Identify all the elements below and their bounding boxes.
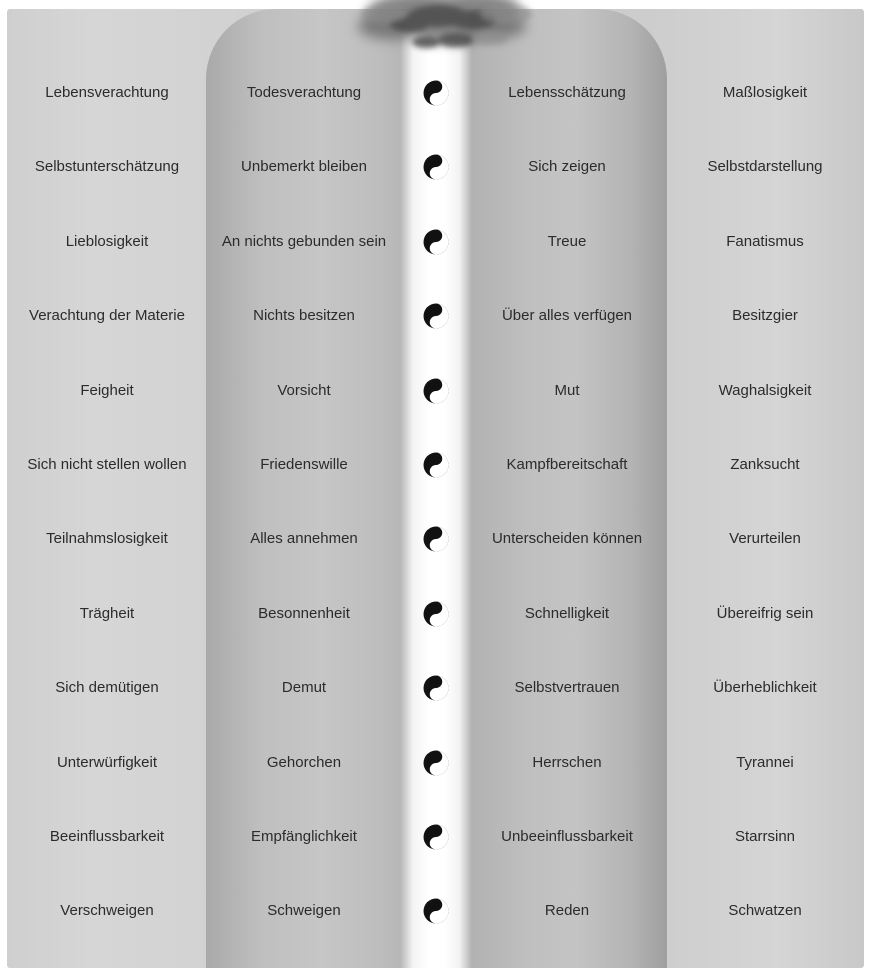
left-vice-cell: Verschweigen — [60, 902, 154, 920]
center-symbol-cell — [400, 824, 472, 850]
left-virtue-cell: Schweigen — [267, 902, 341, 920]
right-virtue-cell: Lebensschätzung — [508, 84, 626, 101]
yin-yang-icon — [423, 303, 449, 329]
right-vice-cell: Zanksucht — [730, 456, 800, 473]
right-vice-cell: Waghalsigkeit — [718, 381, 812, 399]
right-vice-cell: Fanatismus — [726, 232, 804, 250]
left-virtue-cell: Todesverachtung — [246, 84, 362, 101]
left-vice-cell: Selbstunterschätzung — [34, 158, 180, 176]
left-virtue-cell: Besonnenheit — [258, 604, 350, 622]
yin-yang-icon — [423, 898, 449, 924]
table-row — [0, 800, 871, 874]
right-virtue-cell: Reden — [544, 902, 590, 920]
right-vice-cell: Selbstdarstellung — [707, 158, 823, 176]
table-row — [0, 279, 871, 353]
center-symbol-cell — [400, 303, 472, 329]
left-virtue-cell: An nichts gebunden sein — [221, 232, 387, 250]
left-vice-cell: Lieblosigkeit — [65, 232, 149, 250]
table-row — [0, 874, 871, 948]
yin-yang-icon — [423, 378, 449, 404]
yin-yang-icon — [423, 824, 449, 850]
table-row — [0, 130, 871, 204]
left-vice-cell: Beeinflussbarkeit — [49, 828, 165, 845]
table-row — [0, 428, 871, 502]
table-row — [0, 354, 871, 428]
yin-yang-icon — [423, 750, 449, 776]
left-virtue-cell: Empfänglichkeit — [251, 828, 357, 845]
yin-yang-icon — [423, 452, 449, 478]
yin-yang-icon — [423, 526, 449, 552]
left-vice-cell: Unterwürfigkeit — [56, 753, 158, 771]
table-row — [0, 651, 871, 725]
right-vice-cell: Schwatzen — [728, 902, 802, 920]
left-virtue-cell: Friedenswille — [260, 456, 348, 473]
yin-yang-icon — [423, 601, 449, 627]
center-symbol-cell — [400, 80, 472, 106]
yin-yang-icon — [423, 154, 449, 180]
left-virtue-cell: Vorsicht — [277, 381, 331, 399]
left-virtue-cell: Demut — [281, 679, 327, 697]
right-virtue-cell: Treue — [547, 232, 587, 250]
left-virtue-cell: Nichts besitzen — [253, 307, 355, 325]
center-symbol-cell — [400, 898, 472, 924]
right-virtue-cell: Unbeeinflussbarkeit — [501, 828, 633, 845]
left-virtue-cell: Unbemerkt bleiben — [241, 158, 367, 176]
right-virtue-cell: Unterscheiden können — [491, 530, 643, 548]
left-vice-cell: Sich demütigen — [55, 679, 159, 697]
yin-yang-icon — [423, 80, 449, 106]
left-vice-cell: Sich nicht stellen wollen — [27, 456, 187, 473]
center-symbol-cell — [400, 750, 472, 776]
table-row — [0, 56, 871, 130]
right-virtue-cell: Über alles verfügen — [501, 307, 633, 325]
right-virtue-cell: Sich zeigen — [528, 158, 606, 176]
right-vice-cell: Starrsinn — [734, 828, 796, 845]
table-row — [0, 502, 871, 576]
center-symbol-cell — [400, 601, 472, 627]
left-virtue-cell: Alles annehmen — [250, 530, 358, 548]
right-vice-cell: Verurteilen — [729, 530, 801, 548]
right-virtue-cell: Selbstvertrauen — [514, 679, 620, 697]
yin-yang-icon — [423, 229, 449, 255]
left-vice-cell: Teilnahmslosigkeit — [46, 530, 168, 548]
right-virtue-cell: Schnelligkeit — [524, 604, 610, 622]
center-symbol-cell — [400, 526, 472, 552]
right-virtue-cell: Mut — [554, 381, 580, 399]
left-vice-cell: Feigheit — [80, 381, 134, 399]
left-vice-cell: Lebensverachtung — [45, 84, 169, 101]
left-virtue-cell: Gehorchen — [266, 753, 342, 771]
center-symbol-cell — [400, 452, 472, 478]
right-vice-cell: Maßlosigkeit — [722, 84, 808, 101]
table-row — [0, 726, 871, 800]
right-virtue-cell: Herrschen — [532, 753, 602, 771]
right-virtue-cell: Kampfbereitschaft — [506, 456, 628, 473]
left-vice-cell: Trägheit — [79, 604, 135, 622]
yin-yang-icon — [423, 675, 449, 701]
table-row — [0, 205, 871, 279]
left-vice-cell: Verachtung der Materie — [29, 307, 185, 325]
right-vice-cell: Besitzgier — [732, 307, 798, 325]
right-vice-cell: Tyrannei — [736, 753, 794, 771]
table-row — [0, 577, 871, 651]
right-vice-cell: Überheblichkeit — [713, 679, 817, 697]
center-symbol-cell — [400, 154, 472, 180]
center-symbol-cell — [400, 229, 472, 255]
center-symbol-cell — [400, 378, 472, 404]
right-vice-cell: Übereifrig sein — [716, 604, 814, 622]
center-symbol-cell — [400, 675, 472, 701]
